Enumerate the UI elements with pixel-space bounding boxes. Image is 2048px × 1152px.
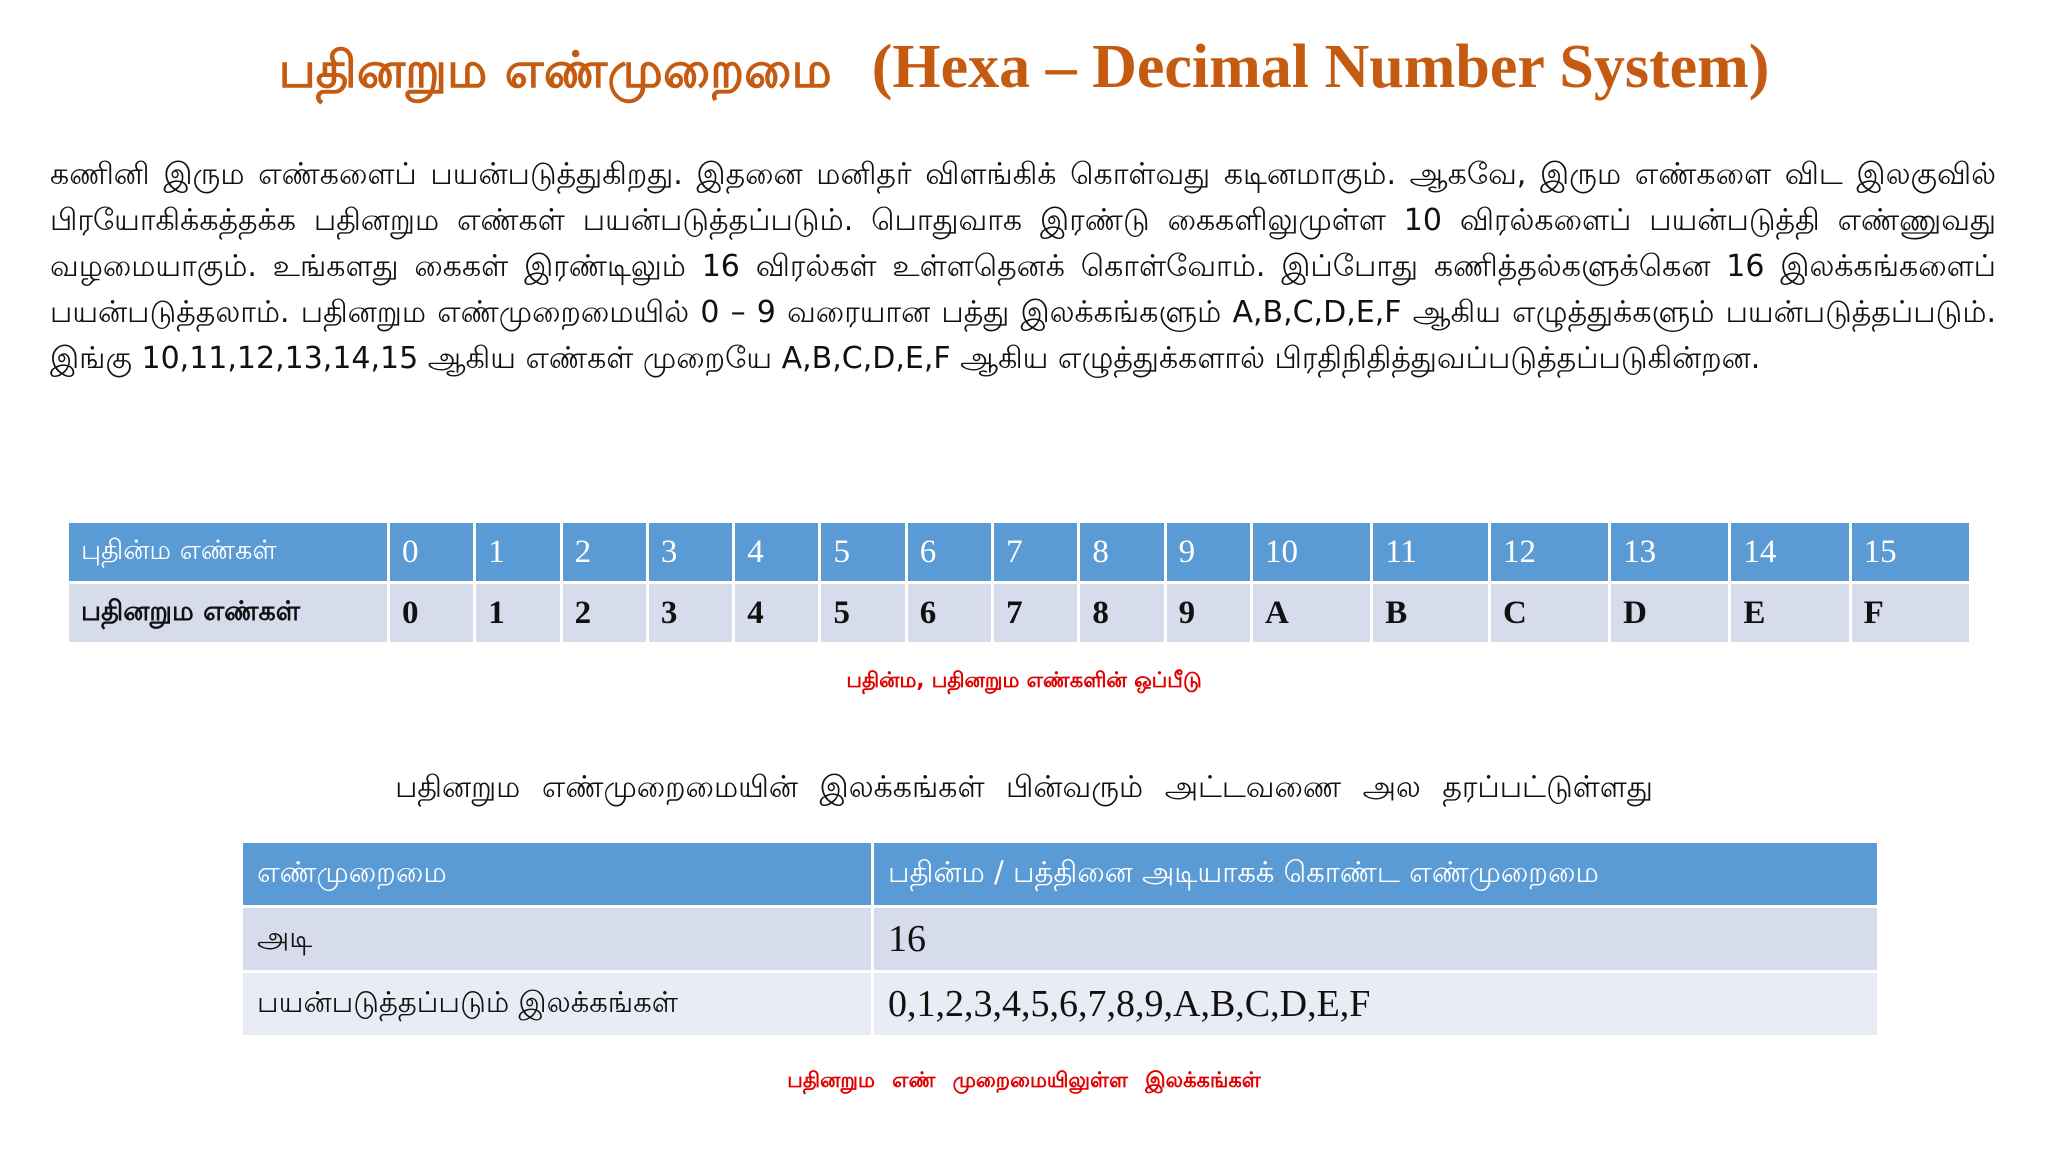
- hex-cell: 3: [649, 584, 732, 642]
- decimal-row: [69, 523, 1969, 581]
- hex-cell: 2: [563, 584, 646, 642]
- decimal-cell: 7: [994, 523, 1077, 581]
- title-tamil: பதினறும எண்முறைமை: [278, 41, 832, 99]
- hex-cell: E: [1731, 584, 1848, 642]
- row-label: பயன்படுத்தப்படும் இலக்கங்கள்: [243, 973, 871, 1035]
- hex-cell: D: [1611, 584, 1728, 642]
- hex-cell: B: [1373, 584, 1488, 642]
- row-value: 0,1,2,3,4,5,6,7,8,9,A,B,C,D,E,F: [874, 973, 1877, 1035]
- decimal-cell: 0: [390, 523, 473, 581]
- header-cell: எண்முறைமை: [243, 843, 871, 905]
- hex-cell: 8: [1080, 584, 1163, 642]
- decimal-cell: 6: [908, 523, 991, 581]
- decimal-cell: 11: [1373, 523, 1488, 581]
- decimal-cell: 13: [1611, 523, 1728, 581]
- row-value: 16: [874, 908, 1877, 970]
- table2-caption: பதினறும எண் முறைமையிலுள்ள இலக்கங்கள்: [787, 1068, 1261, 1092]
- hex-cell: 7: [994, 584, 1077, 642]
- slide-title: [0, 32, 2048, 106]
- hex-system-table: [240, 840, 1880, 1038]
- hex-cell: A: [1253, 584, 1370, 642]
- decimal-cell: 8: [1080, 523, 1163, 581]
- hex-cell: 6: [908, 584, 991, 642]
- decimal-row-label: புதின்ம எண்கள்: [69, 523, 387, 581]
- hex-cell: 0: [390, 584, 473, 642]
- hex-cell: 4: [735, 584, 818, 642]
- decimal-cell: 10: [1253, 523, 1370, 581]
- hex-cell: 1: [476, 584, 559, 642]
- decimal-cell: 12: [1491, 523, 1608, 581]
- decimal-cell: 9: [1167, 523, 1250, 581]
- decimal-cell: 2: [563, 523, 646, 581]
- table-row: [243, 973, 1877, 1035]
- intro-paragraph: கணினி இரும எண்களைப் பயன்படுத்துகிறது. இதனை மனிதர் விளங்கிக் கொள்வது கடினமாகும். ஆகவே, இரும எண்களை விட இலகுவில் பிரயோகிக்கத்தக்க பதினறும எண்கள் பயன்படுத்தப்படும். பொதுவாக இரண்டு கைகளிலுமுள்ள 10 விரல்களைப் பயன்படுத்தி எண்ணுவது வழமையாகும். உங்களது கைகள் இரண்டிலும் 16 விரல்கள் உள்ளதெனக் கொள்வோம். இப்போது கணித்தல்களுக்கென 16 இலக்கங்களைப் பயன்படுத்தலாம். பதினறும எண்முறைமையில் 0 – 9 வரையான பத்து இலக்கங்களும் A,B,C,D,E,F ஆகிய எழுத்துக்களும் பயன்படுத்தப்படும். இங்கு 10,11,12,13,14,15 ஆகிய எண்கள் முறையே A,B,C,D,E,F ஆகிய எழுத்துக்களால் பிரதிநிதித்துவப்படுத்தப்படுகின்றன.: [50, 157, 1996, 376]
- title-english: (Hexa – Decimal Number System): [871, 33, 1770, 101]
- hex-cell: 5: [821, 584, 904, 642]
- decimal-cell: 3: [649, 523, 732, 581]
- hex-cell: 9: [1167, 584, 1250, 642]
- hex-row: [69, 584, 1969, 642]
- header-cell: பதின்ம / பத்தினை அடியாகக் கொண்ட எண்முறைமை: [874, 843, 1877, 905]
- decimal-cell: 5: [821, 523, 904, 581]
- decimal-cell: 4: [735, 523, 818, 581]
- decimal-cell: 1: [476, 523, 559, 581]
- hex-cell: F: [1852, 584, 1969, 642]
- decimal-cell: 14: [1731, 523, 1848, 581]
- table1-caption: பதின்ம, பதினறும எண்களின் ஒப்பீடு: [846, 668, 1202, 692]
- table-row: [243, 908, 1877, 970]
- decimal-cell: 15: [1852, 523, 1969, 581]
- decimal-hex-comparison-table: [66, 520, 1972, 645]
- table2-intro: பதினறும எண்முறைமையின் இலக்கங்கள் பின்வரும் அட்டவணை அல தரப்பட்டுள்ளது: [395, 770, 1653, 805]
- hex-cell: C: [1491, 584, 1608, 642]
- row-label: அடி: [243, 908, 871, 970]
- table-header-row: [243, 843, 1877, 905]
- hex-row-label: பதினறும எண்கள்: [69, 584, 387, 642]
